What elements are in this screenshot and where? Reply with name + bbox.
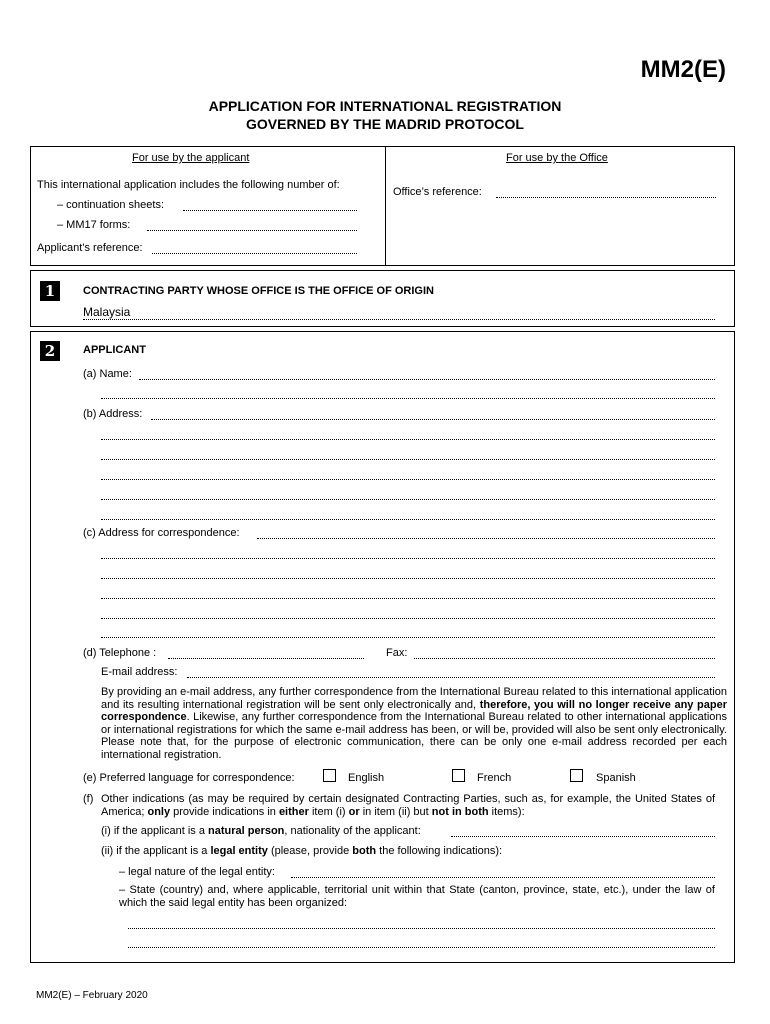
corr-address-line6[interactable] xyxy=(101,637,715,638)
continuation-label: – continuation sheets: xyxy=(57,199,165,211)
office-ref-field[interactable] xyxy=(496,197,716,198)
applicant-ref-field[interactable] xyxy=(152,253,357,254)
language-label: (e) Preferred language for correspondence: xyxy=(83,772,295,784)
french-label: French xyxy=(477,772,512,784)
spanish-label: Spanish xyxy=(596,772,636,784)
english-label: English xyxy=(348,772,385,784)
other-indications-marker: (f) xyxy=(83,793,94,805)
name-field-line2[interactable] xyxy=(101,398,715,399)
corr-address-line2[interactable] xyxy=(101,558,715,559)
state-text: – State (country) and, where applicable, territorial unit within that State (canton, province, state, etc.), under the law of which the said legal entity has been organized: xyxy=(119,884,715,909)
french-checkbox[interactable] xyxy=(452,769,465,782)
section-1-heading: CONTRACTING PARTY WHOSE OFFICE IS THE OFFICE OF ORIGIN xyxy=(83,285,434,297)
email-notice: By providing an e-mail address, any further correspondence from the International Bureau related to this international application and its resulting international registration will be sent only electronically and, therefore, you will no longer receive any paper correspondence. Likewise, any further correspondence from the International Bureau related to other international applications or international registrations for which the same e-mail address has been, or will be, provided will also be sent only electronically. Please note that, for the purpose of electronic communication, there can be only one e-mail address recorded per each international registration. xyxy=(101,686,727,761)
form-title-line2: GOVERNED BY THE MADRID PROTOCOL xyxy=(246,116,524,132)
state-field-line2[interactable] xyxy=(128,947,715,948)
legal-entity-label: (ii) if the applicant is a legal entity (please, provide both the following indications): xyxy=(101,845,503,857)
origin-office-value[interactable]: Malaysia xyxy=(83,305,131,319)
natural-person-label: (i) if the applicant is a natural person, nationality of the applicant: xyxy=(101,825,421,837)
mm17-label: – MM17 forms: xyxy=(57,219,131,231)
address-line4[interactable] xyxy=(101,479,715,480)
corr-address-line3[interactable] xyxy=(101,578,715,579)
legal-nature-field[interactable] xyxy=(291,877,715,878)
section-2-heading: APPLICANT xyxy=(83,344,146,356)
other-indications-text: Other indications (as may be required by certain designated Contracting Parties, such as, for example, the United States of America; only provide indications in either item (i) or in item (ii) but not in both items): xyxy=(101,793,715,818)
corr-address-line5[interactable] xyxy=(101,618,715,619)
corr-address-line4[interactable] xyxy=(101,598,715,599)
nationality-field[interactable] xyxy=(451,836,715,837)
office-ref-label: Office’s reference: xyxy=(393,186,482,198)
address-line6[interactable] xyxy=(101,519,715,520)
legal-nature-label: – legal nature of the legal entity: xyxy=(119,866,275,878)
form-code: MM2(E) xyxy=(640,56,726,83)
address-line3[interactable] xyxy=(101,459,715,460)
address-line2[interactable] xyxy=(101,439,715,440)
applicant-ref-label: Applicant’s reference: xyxy=(37,242,143,254)
english-checkbox[interactable] xyxy=(323,769,336,782)
applicant-use-header: For use by the applicant xyxy=(132,152,250,164)
corr-address-label: (c) Address for correspondence: xyxy=(83,527,240,539)
telephone-label: (d) Telephone : xyxy=(83,647,157,659)
address-label: (b) Address: xyxy=(83,408,143,420)
email-field[interactable] xyxy=(187,677,715,678)
spanish-checkbox[interactable] xyxy=(570,769,583,782)
name-field[interactable] xyxy=(139,379,715,380)
email-label: E-mail address: xyxy=(101,666,178,678)
section-2-number: 2 xyxy=(40,341,60,361)
address-line5[interactable] xyxy=(101,499,715,500)
continuation-field[interactable] xyxy=(183,210,357,211)
footer-text: MM2(E) – February 2020 xyxy=(36,990,148,1001)
fax-label: Fax: xyxy=(386,647,408,659)
telephone-field[interactable] xyxy=(168,658,364,659)
fax-field[interactable] xyxy=(414,658,715,659)
state-field-line1[interactable] xyxy=(128,928,715,929)
number-intro: This international application includes the following number of: xyxy=(37,179,340,191)
origin-office-field xyxy=(83,319,715,320)
address-field[interactable] xyxy=(151,419,715,420)
section-1-number: 1 xyxy=(40,281,60,301)
mm17-field[interactable] xyxy=(147,230,357,231)
form-title-line1: APPLICATION FOR INTERNATIONAL REGISTRATION xyxy=(208,98,562,114)
reference-divider xyxy=(385,146,386,266)
name-label: (a) Name: xyxy=(83,368,132,380)
corr-address-field[interactable] xyxy=(257,538,715,539)
office-use-header: For use by the Office xyxy=(506,152,608,164)
